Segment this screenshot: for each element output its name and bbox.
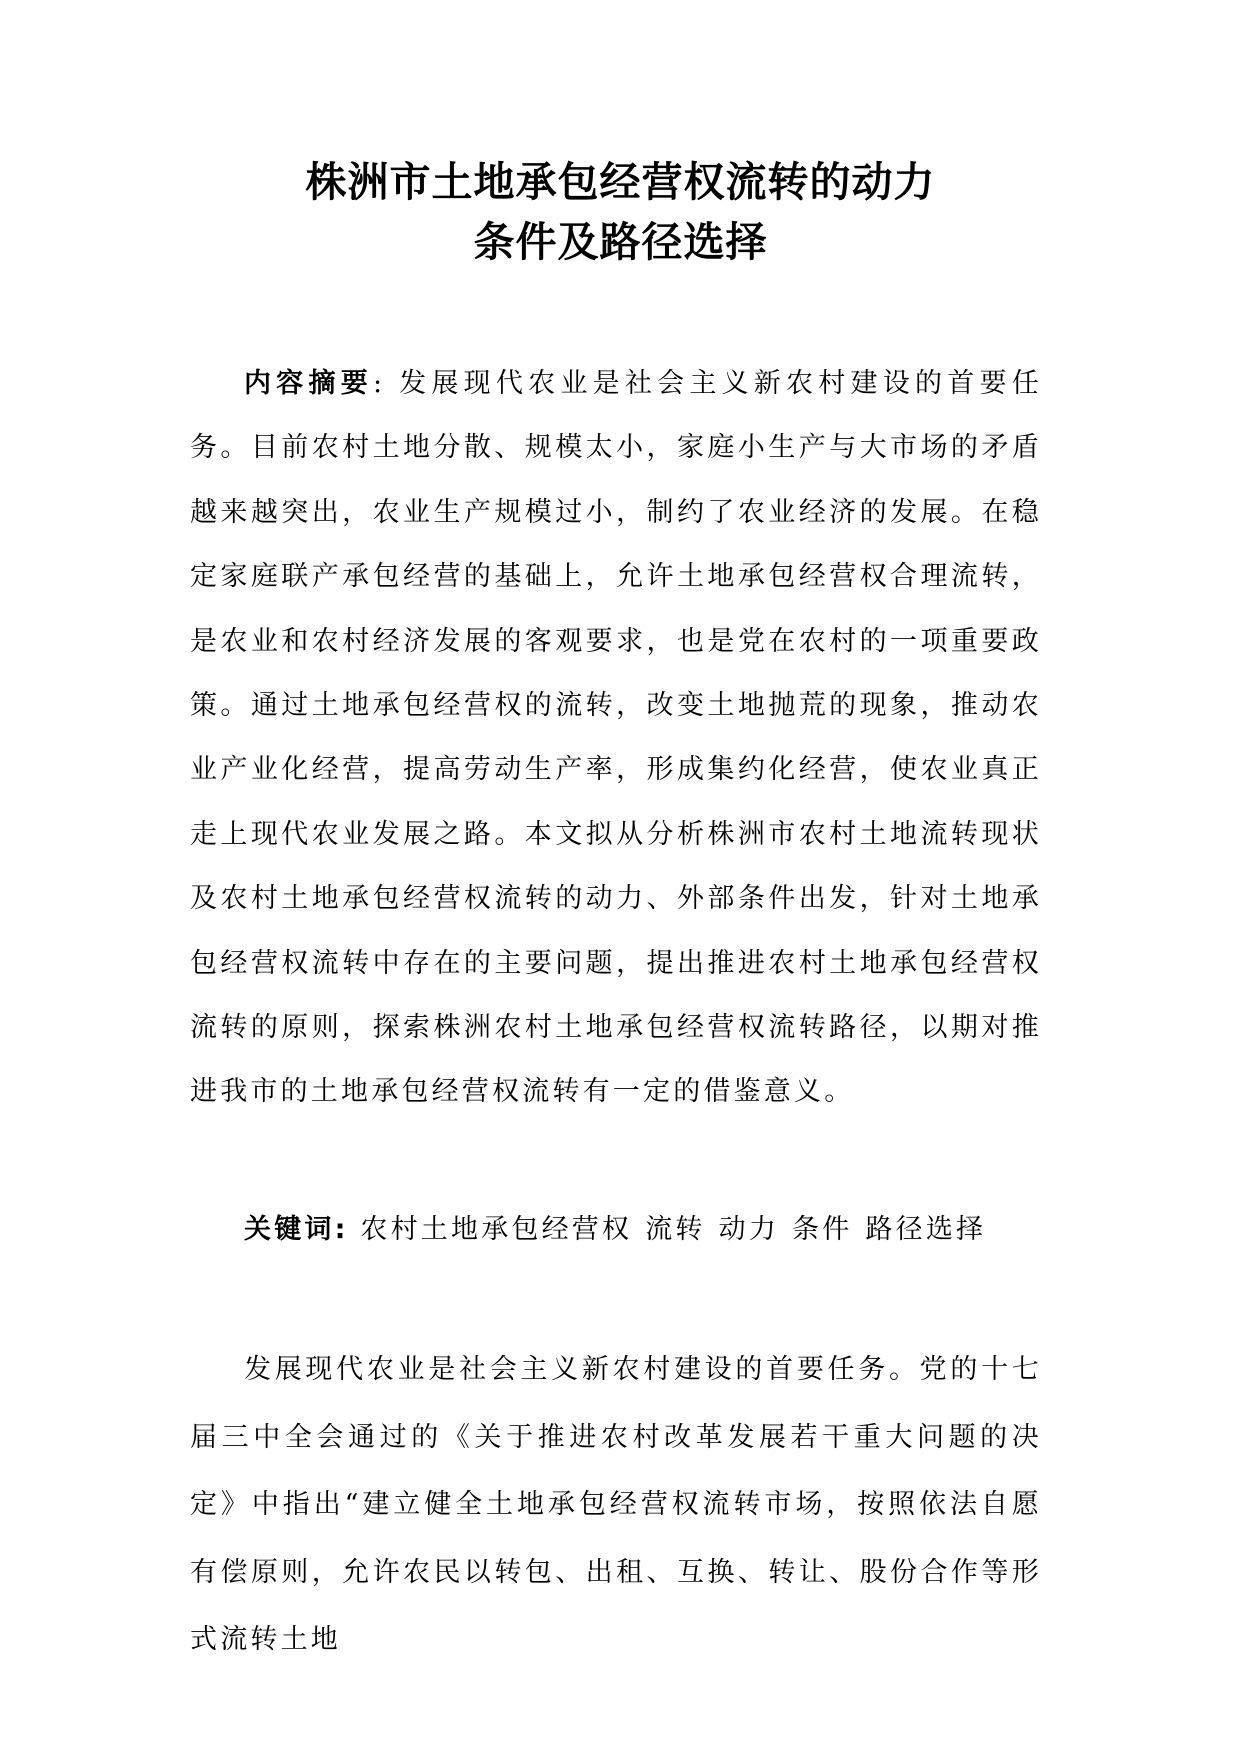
abstract-label: 内容摘要 (244, 368, 373, 399)
keywords-line (244, 1210, 1064, 1250)
title-line-1: 株洲市土地承包经营权流转的动力 (305, 158, 936, 206)
keyword-item: 流转 (645, 1214, 706, 1245)
abstract-text: 发展现代农业是社会主义新农村建设的首要任务。目前农村土地分散、规模太小，家庭小生产与大市场的矛盾越来越突出，农业生产规模过小，制约了农业经济的发展。在稳定家庭联产承包经营的基础上，允许土地承包经营权合理流转，是农业和农村经济发展的客观要求，也是党在农村的一项重要政策。通过土地承包经营权的流转，改变土地抛荒的现象，推动农业产业化经营，提高劳动生产率，形成集约化经营，使农业真正走上现代农业发展之路。本文拟从分析株洲市农村土地流转现状及农村土地承包经营权流转的动力、外部条件出发，针对土地承包经营权流转中存在的主要问题，提出推进农村土地承包经营权流转的原则，探索株洲农村土地承包经营权流转路径，以期对推进我市的土地承包经营权流转有一定的借鉴意义。 (190, 368, 1042, 1108)
keyword-item: 路径选择 (865, 1214, 987, 1245)
abstract-paragraph (190, 352, 1042, 1125)
keyword-item: 农村土地承包经营权 (360, 1214, 633, 1245)
document-title (0, 152, 1241, 272)
body-paragraph: 发展现代农业是社会主义新农村建设的首要任务。党的十七届三中全会通过的《关于推进农村改革发展若干重大问题的决定》中指出“建立健全土地承包经营权流转市场，按照依法自愿有偿原则，允许农民以转包、出租、互换、转让、股份合作等形式流转土地 (190, 1354, 1042, 1655)
abstract-colon: : (372, 368, 386, 399)
keyword-item: 条件 (792, 1214, 853, 1245)
keywords-label: 关键词: (244, 1214, 349, 1245)
title-line-2: 条件及路径选择 (473, 218, 768, 266)
keyword-item: 动力 (718, 1214, 780, 1245)
